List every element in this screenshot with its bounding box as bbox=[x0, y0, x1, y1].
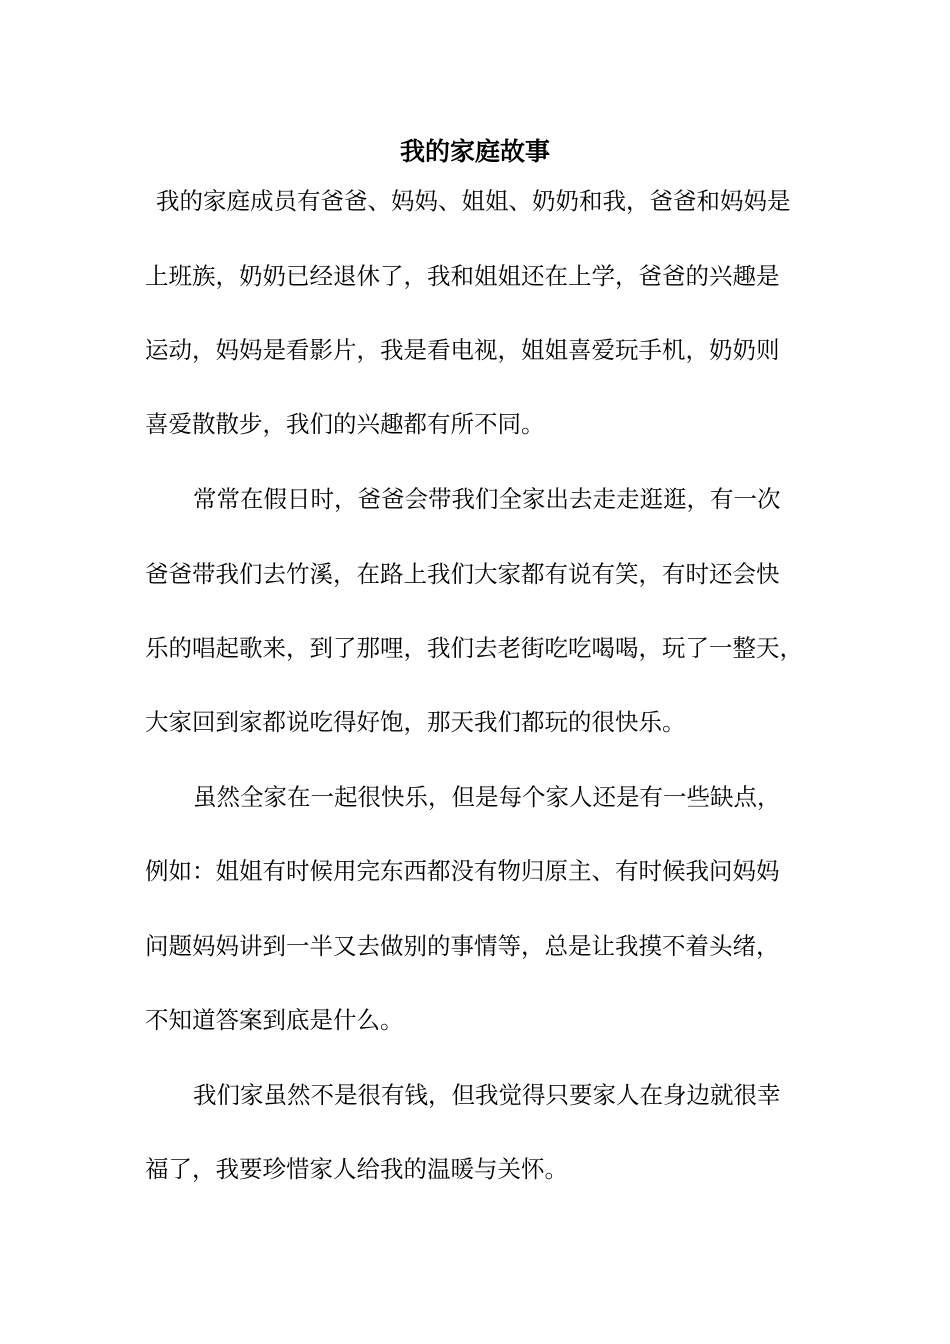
paragraph-1-line-3: 运动，妈妈是看影片，我是看电视，姐姐喜爱玩手机，奶奶则 bbox=[145, 336, 780, 364]
paragraph-2-line-2: 爸爸带我们去竹溪，在路上我们大家都有说有笑，有时还会快 bbox=[145, 560, 780, 588]
document-title: 我的家庭故事 bbox=[399, 137, 550, 166]
paragraph-2-line-1: 常常在假日时，爸爸会带我们全家出去走走逛逛，有一次 bbox=[193, 485, 781, 513]
paragraph-1-line-4: 喜爱散散步，我们的兴趣都有所不同。 bbox=[145, 410, 545, 438]
paragraph-4-line-2: 福了，我要珍惜家人给我的温暖与关怀。 bbox=[145, 1155, 568, 1183]
paragraph-3-line-2: 例如：姐姐有时候用完东西都没有物归原主、有时候我问妈妈 bbox=[145, 857, 780, 885]
paragraph-3-line-3: 问题妈妈讲到一半又去做别的事情等，总是让我摸不着头绪， bbox=[145, 932, 780, 960]
paragraph-4-line-1: 我们家虽然不是很有钱，但我觉得只要家人在身边就很幸 bbox=[193, 1081, 781, 1109]
paragraph-2-line-4: 大家回到家都说吃得好饱，那天我们都玩的很快乐。 bbox=[145, 708, 686, 736]
paragraph-1-line-2: 上班族，奶奶已经退休了，我和姐姐还在上学，爸爸的兴趣是 bbox=[145, 262, 780, 290]
paragraph-2-line-3: 乐的唱起歌来，到了那哩，我们去老街吃吃喝喝，玩了一整天， bbox=[145, 634, 803, 662]
paragraph-3-line-1: 虽然全家在一起很快乐，但是每个家人还是有一些缺点， bbox=[193, 783, 781, 811]
paragraph-3-line-4: 不知道答案到底是什么。 bbox=[145, 1006, 404, 1034]
paragraph-1-line-1: 我的家庭成员有爸爸、妈妈、姐姐、奶奶和我，爸爸和妈妈是 bbox=[156, 187, 791, 215]
